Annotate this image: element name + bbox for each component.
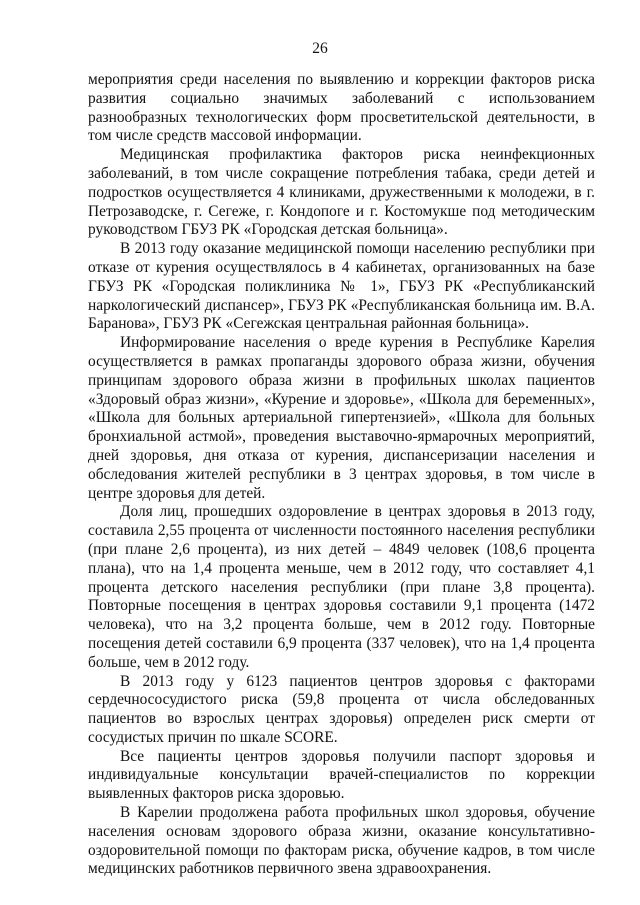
page-number: 26 — [312, 40, 328, 57]
paragraph-health-centers-statistics: Доля лиц, прошедших оздоровление в центрах здоровья в 2013 году, составила 2,55 процента от численности постоянного населения республики (при плане 2,6 процента), из них детей – 4849 человек (108,6 процента плана), что на 1,4 процента меньше, чем в 2012 году, что составляет 4,1 процента детского населения республики (при плане 3,8 процента). Повторные посещения в центрах здоровья составили 9,1 процента (1472 человека), что на 3,2 процента больше, чем в 2012 году. Повторные посещения детей составили 6,9 процента (337 человек), что на 1,4 процента больше, чем в 2012 году. — [88, 503, 595, 671]
paragraph-cardiovascular-risk: В 2013 году у 6123 пациентов центров здоровья с факторами сердечнососудистого риска (59,8 процента от числа обследованных пациентов во взрослых центрах здоровья) определен риск смерти от сосудистых причин по шкале SCORE. — [88, 672, 595, 746]
paragraph-medical-prevention: Медицинская профилактика факторов риска неинфекционных заболеваний, в том числе сокращение потребления табака, среди детей и подростков осуществляется 4 клиниками, дружественными к молодежи, в г. Петрозаводске, г. Сегеже, г. Кондопоге и г. Костомукше под методическим руководством ГБУЗ РК «Городская детская больница». — [88, 146, 595, 239]
paragraph-health-schools: В Карелии продолжена работа профильных школ здоровья, обучение населения основам здорового образа жизни, оказание консультативно-оздоровительной помощи по факторам риска, обучение кадров, в том числе медицинских работников первичного звена здравоохранения. — [88, 804, 595, 878]
paragraph-continuation: мероприятия среди населения по выявлению и коррекции факторов риска развития социально значимых заболеваний с использованием разнообразных технологических форм просветительской деятельности, в том числе средств массовой информации. — [88, 71, 595, 145]
paragraph-health-passport: Все пациенты центров здоровья получили паспорт здоровья и индивидуальные консультации врачей-специалистов по коррекции выявленных факторов риска здоровью. — [88, 747, 595, 803]
document-body — [88, 71, 595, 879]
paragraph-smoking-harm-information: Информирование населения о вреде курения в Республике Карелия осуществляется в рамках пропаганды здорового образа жизни, обучения принципам здорового образа жизни в профильных школах пациентов «Здоровый образ жизни», «Курение и здоровье», «Школа для беременных», «Школа для больных артериальной гипертензией», «Школа для больных бронхиальной астмой», проведения выставочно-ярмарочных мероприятий, дней здоровья, дня отказа от курения, диспансеризации населения и обследования жителей республики в 3 центрах здоровья, в том числе в центре здоровья для детей. — [88, 334, 595, 502]
paragraph-smoking-cessation-offices: В 2013 году оказание медицинской помощи населению республики при отказе от курения осуществлялось в 4 кабинетах, организованных на базе ГБУЗ РК «Городская поликлиника № 1», ГБУЗ РК «Республиканский наркологический диспансер», ГБУЗ РК «Республиканская больница им. В.А. Баранова», ГБУЗ РК «Сегежская центральная районная больница». — [88, 240, 595, 333]
